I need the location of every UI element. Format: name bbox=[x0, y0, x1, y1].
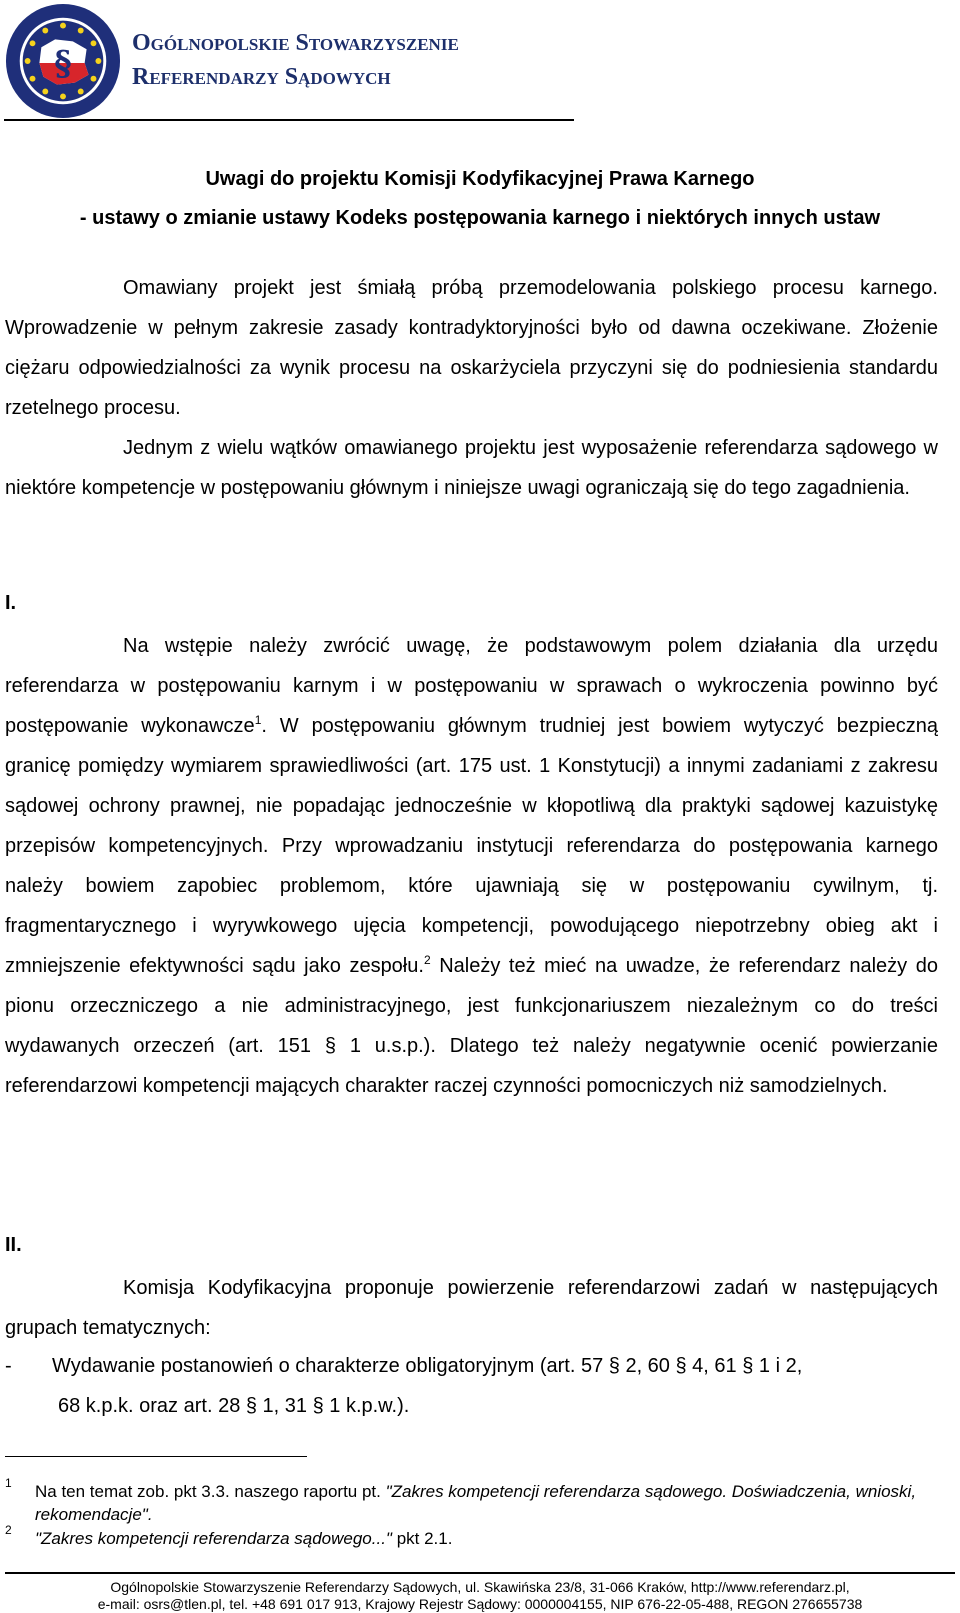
paragraph-section-1-part-a: Na wstępie należy zwrócić uwagę, że podstawowym polem działania dla urzędu referendarza w postępowaniu karnym i w postępowaniu w sprawach o wykroczenia powinno być postępowanie wykonawcze bbox=[5, 635, 938, 737]
document-title: Uwagi do projektu Komisji Kodyfikacyjnej Prawa Karnego bbox=[205, 168, 755, 190]
section-heading-1: I. bbox=[5, 592, 17, 614]
organization-name bbox=[132, 26, 459, 94]
footnote-ref-1[interactable]: 1 bbox=[254, 713, 262, 727]
footer-address: Ogólnopolskie Stowarzyszenie Referendarzy Sądowych, ul. Skawińska 23/8, 31-066 Kraków, http://www.referendarz.pl, bbox=[110, 1579, 850, 1595]
letterhead bbox=[0, 0, 960, 125]
footnote-1-citation: "Zakres kompetencji referendarza sądowego. Doświadczenia, wnioski, rekomendacje". bbox=[35, 1482, 917, 1524]
list-item-line2: 68 k.p.k. oraz art. 28 § 1, 31 § 1 k.p.w.). bbox=[58, 1395, 410, 1417]
footer-divider bbox=[5, 1572, 955, 1574]
list-bullet: - bbox=[5, 1355, 12, 1377]
paragraph-section-2: Komisja Kodyfikacyjna proponuje powierzenie referendarzowi zadań w następujących grupach tematycznych: bbox=[5, 1277, 938, 1339]
footnote-2-citation: "Zakres kompetencji referendarza sądowego..." bbox=[35, 1529, 392, 1548]
footnote-1 bbox=[5, 1476, 955, 1526]
document-subtitle: - ustawy o zmianie ustawy Kodeks postępowania karnego i niektórych innych ustaw bbox=[79, 207, 881, 229]
footer-contact: e-mail: osrs@tlen.pl, tel. +48 691 017 913, Krajowy Rejestr Sądowy: 0000004155, NIP 676-22-05-488, REGON 276655738 bbox=[97, 1596, 863, 1612]
footnote-2 bbox=[5, 1523, 955, 1550]
header-divider bbox=[4, 119, 574, 121]
association-logo bbox=[4, 2, 122, 120]
list-item-line1: Wydawanie postanowień o charakterze obligatoryjnym (art. 57 § 2, 60 § 4, 61 § 1 i 2, bbox=[52, 1355, 803, 1377]
svg-text:§: § bbox=[54, 43, 72, 83]
paragraph-section-1 bbox=[5, 626, 938, 1106]
section-heading-2: II. bbox=[5, 1234, 22, 1256]
footnote-2-text: pkt 2.1. bbox=[391, 1529, 453, 1548]
paragraph-scope: Jednym z wielu wątków omawianego projektu jest wyposażenie referendarza sądowego w niektóre kompetencje w postępowaniu głównym i niniejsze uwagi ograniczają się do tego zagadnienia. bbox=[5, 437, 938, 499]
org-name-line1: Ogólnopolskie Stowarzyszenie bbox=[132, 30, 459, 56]
footnote-separator bbox=[5, 1456, 307, 1457]
paragraph-section-1-part-c: Należy też mieć na uwadze, że referendarz należy do pionu orzeczniczego a nie administracyjnego, jest funkcjonariuszem niezależnym co do treści wydawanych orzeczeń (art. 151 § 1 u.s.p.). Dlatego też należy negatywnie ocenić powierzanie referendarzowi kompetencji mających charakter raczej czynności pomocniczych niż samodzielnych. bbox=[5, 955, 938, 1097]
paragraph-section-1-part-b: . W postępowaniu głównym trudniej jest bowiem wytyczyć bezpieczną granicę pomiędzy wymiarem sprawiedliwości (art. 175 ust. 1 Konstytucji) a innymi zadaniami z zakresu sądowej ochrony prawnej, nie popadając jednocześnie w kłopotliwą dla praktyki sądowej kazuistykę przepisów kompetencyjnych. Przy wprowadzaniu instytucji referendarza do postępowania karnego należy bowiem zapobiec problemom, które ujawniają się w postępowaniu cywilnym, tj. fragmentarycznego i wyrywkowego ujęcia kompetencji, powodującego niepotrzebny obieg akt i zmniejszenie efektywności sądu jako zespołu. bbox=[5, 715, 938, 977]
footnote-1-text: Na ten temat zob. pkt 3.3. naszego raportu pt. bbox=[35, 1482, 386, 1501]
footnote-ref-2[interactable]: 2 bbox=[423, 953, 431, 967]
org-name-line2: Referendarzy Sądowych bbox=[132, 64, 391, 90]
list-item bbox=[5, 1346, 938, 1426]
footnote-1-number: 1 bbox=[5, 1476, 12, 1490]
paragraph-intro: Omawiany projekt jest śmiałą próbą przemodelowania polskiego procesu karnego. Wprowadzenie w pełnym zakresie zasady kontradyktoryjności było od dawna oczekiwane. Złożenie ciężaru odpowiedzialności za wynik procesu na oskarżyciela przyczyni się do podniesienia standardu rzetelnego procesu. bbox=[5, 277, 938, 419]
footnote-2-number: 2 bbox=[5, 1523, 12, 1537]
